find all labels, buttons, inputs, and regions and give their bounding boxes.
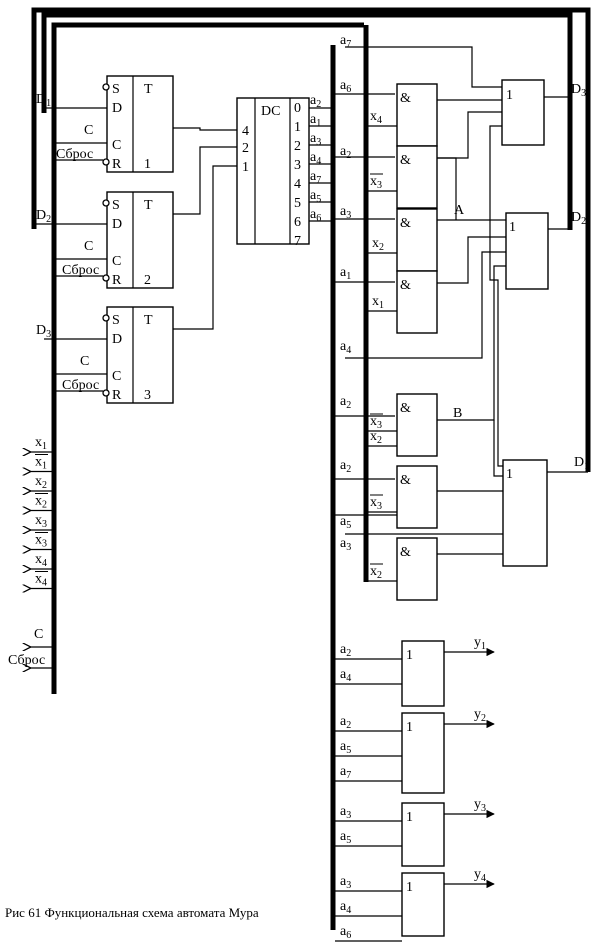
- decoder-title: DC: [261, 104, 281, 119]
- clock-label: C: [80, 354, 90, 369]
- or-symbol: 1: [406, 880, 413, 895]
- gate-input-a2: $a_2$: [340, 714, 352, 731]
- and-gate-6: [397, 466, 437, 528]
- and-gate-4: [397, 271, 437, 333]
- and-gate-1: [397, 84, 437, 146]
- pin-r: R: [112, 388, 122, 403]
- and-input-x1: $x_1$: [372, 294, 384, 311]
- gate-input-a4: $a_4$: [340, 899, 352, 916]
- output-d1-label: $D_1$: [574, 455, 590, 472]
- and-gate-5: [397, 394, 437, 456]
- or-gates: [502, 80, 548, 566]
- bus-label-a2: $a_2$: [340, 458, 352, 475]
- left-input-x3: $x_3$: [35, 513, 47, 530]
- pin-c: C: [112, 254, 122, 269]
- reset-label: Сброс: [62, 378, 100, 393]
- gate-input-a4: $a_4$: [340, 667, 352, 684]
- flipflop-3: [36, 307, 173, 403]
- and-gate-2: [397, 146, 437, 208]
- decoder-signal-a7: $a_7$: [310, 169, 322, 186]
- output-gate-y1: [335, 635, 494, 706]
- and-gate-3: [397, 209, 437, 271]
- pin-c: C: [112, 138, 122, 153]
- left-input-x1-inverted: $x_1$: [35, 454, 47, 472]
- bus-label-a3: $a_3$: [340, 536, 352, 553]
- left-inputs: [8, 435, 54, 668]
- pin-c: C: [112, 369, 122, 384]
- and-symbol: &: [400, 91, 411, 106]
- or-symbol: 1: [406, 810, 413, 825]
- reset-label: Сброс: [56, 147, 94, 162]
- bus-label-a2: $a_2$: [340, 144, 352, 161]
- decoder-signal-a3: $a_3$: [310, 131, 322, 148]
- and-input-x3: $x_3$: [370, 495, 382, 512]
- and-input-x3: $x_3$: [370, 414, 382, 431]
- flipflop-number: 3: [144, 388, 151, 403]
- d1-label: $D_1$: [36, 92, 52, 109]
- and-symbol: &: [400, 401, 411, 416]
- d3-label: $D_3$: [36, 323, 52, 340]
- pin-s: S: [112, 313, 120, 328]
- figure-caption: Рис 61 Функциональная схема автомата Мура: [5, 905, 259, 920]
- and-input-x3: $x_3$: [370, 174, 382, 191]
- flipflop-type: T: [144, 198, 153, 213]
- decoder-output-5: 5: [294, 196, 301, 211]
- left-reset-label: Сброс: [8, 653, 46, 668]
- and-symbol: &: [400, 278, 411, 293]
- output-gate-y4: [335, 867, 494, 941]
- d2-label: $D_2$: [36, 208, 52, 225]
- set-inversion: [103, 315, 109, 321]
- decoder-input-2: 2: [242, 141, 249, 156]
- bus-label-a2: $a_2$: [340, 394, 352, 411]
- output-y1: $y_1$: [474, 635, 486, 652]
- decoder-input-1: 1: [242, 160, 249, 175]
- node-b-label: B: [453, 406, 463, 421]
- bus-label-a5: $a_5$: [340, 514, 352, 531]
- svg-text:1: 1: [506, 467, 513, 482]
- reset-inversion: [103, 390, 109, 396]
- gate-input-a3: $a_3$: [340, 804, 352, 821]
- pin-s: S: [112, 198, 120, 213]
- decoder-output-4: 4: [294, 177, 301, 192]
- flipflop-number: 2: [144, 273, 151, 288]
- and-input-x2: $x_2$: [372, 236, 384, 253]
- decoder-output-1: 1: [294, 120, 301, 135]
- left-input-x3-inverted: $x_3$: [35, 532, 47, 550]
- decoder-output-3: 3: [294, 158, 301, 173]
- output-d3-label: $D_3$: [571, 82, 587, 99]
- gate-input-a6: $a_6$: [340, 924, 352, 941]
- gate-input-a5: $a_5$: [340, 739, 352, 756]
- decoder-input-4: 4: [242, 124, 249, 139]
- ff-to-decoder-wires: [173, 128, 237, 329]
- reset-inversion: [103, 159, 109, 165]
- gate-input-a3: $a_3$: [340, 874, 352, 891]
- flipflop-number: 1: [144, 157, 151, 172]
- clock-label: C: [84, 123, 94, 138]
- bus-label-a7: $a_7$: [340, 33, 352, 50]
- pin-d: D: [112, 101, 123, 116]
- decoder-signal-a6: $a_6$: [310, 207, 322, 224]
- left-input-x4: $x_4$: [35, 552, 47, 569]
- pin-r: R: [112, 273, 122, 288]
- gate-input-a5: $a_5$: [340, 829, 352, 846]
- bus-label-a3: $a_3$: [340, 204, 352, 221]
- flipflop-type: T: [144, 313, 153, 328]
- flipflop-type: T: [144, 82, 153, 97]
- set-inversion: [103, 200, 109, 206]
- pin-d: D: [112, 217, 123, 232]
- pin-s: S: [112, 82, 120, 97]
- left-clock-label: C: [34, 627, 44, 642]
- output-gates: [335, 635, 494, 941]
- bus-label-a4: $a_4$: [340, 339, 352, 356]
- gate-input-a7: $a_7$: [340, 764, 352, 781]
- svg-text:1: 1: [509, 220, 516, 235]
- left-input-x2-inverted: $x_2$: [35, 493, 47, 511]
- and-symbol: &: [400, 216, 411, 231]
- pin-r: R: [112, 157, 122, 172]
- and-symbol: &: [400, 473, 411, 488]
- output-y2: $y_2$: [474, 707, 486, 724]
- decoder-output-2: 2: [294, 139, 301, 154]
- decoder-signal-a4: $a_4$: [310, 150, 322, 167]
- and-gate-7: [397, 538, 437, 600]
- svg-text:1: 1: [506, 88, 513, 103]
- output-gate-y3: [335, 797, 494, 866]
- and-input-x4: $x_4$: [370, 109, 382, 126]
- decoder-output-6: 6: [294, 215, 301, 230]
- decoder-signal-a2: $a_2$: [310, 93, 322, 110]
- and-symbol: &: [400, 153, 411, 168]
- bus-label-a6: $a_6$: [340, 78, 352, 95]
- left-input-x2: $x_2$: [35, 474, 47, 491]
- node-a-label: A: [454, 203, 465, 218]
- and-symbol: &: [400, 545, 411, 560]
- output-y4: $y_4$: [474, 867, 486, 884]
- decoder: [237, 93, 321, 249]
- decoder-output-0: 0: [294, 101, 301, 116]
- or-symbol: 1: [406, 648, 413, 663]
- reset-label: Сброс: [62, 263, 100, 278]
- gate-input-a2: $a_2$: [340, 642, 352, 659]
- set-inversion: [103, 84, 109, 90]
- and-input-x2: $x_2$: [370, 564, 382, 581]
- clock-label: C: [84, 239, 94, 254]
- decoder-signal-a1: $a_1$: [310, 112, 322, 129]
- pin-d: D: [112, 332, 123, 347]
- left-input-x4-inverted: $x_4$: [35, 571, 47, 589]
- output-d2-label: $D_2$: [571, 210, 587, 227]
- bus-label-a1: $a_1$: [340, 265, 352, 282]
- flipflop-1: [36, 76, 173, 172]
- reset-inversion: [103, 275, 109, 281]
- or-symbol: 1: [406, 720, 413, 735]
- and-input-x2: $x_2$: [370, 429, 382, 446]
- decoder-signal-a5: $a_5$: [310, 188, 322, 205]
- output-y3: $y_3$: [474, 797, 486, 814]
- left-input-x1: $x_1$: [35, 435, 47, 452]
- output-gate-y2: [335, 707, 494, 793]
- decoder-output-7: 7: [294, 234, 301, 249]
